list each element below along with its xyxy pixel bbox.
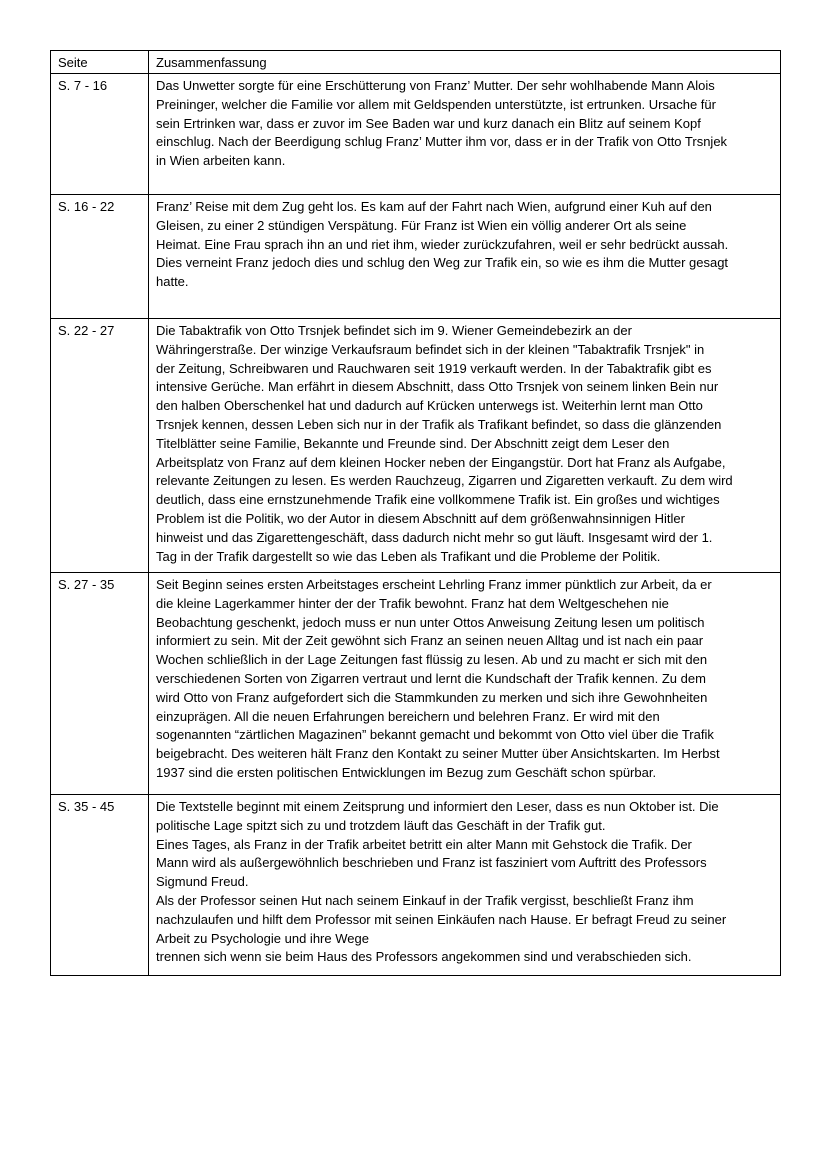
page-range-cell: S. 7 - 16: [51, 74, 149, 195]
summary-line: Währingerstraße. Der winzige Verkaufsraum befindet sich in der kleinen "Tabaktrafik Trsnjek" in: [156, 341, 705, 357]
summary-line: hinweist und das Zigarettengeschäft, dass dadurch nicht mehr so gut läuft. Insgesamt wird der 1.: [156, 529, 713, 545]
summary-line: intensive Gerüche. Man erfährt in diesem Abschnitt, dass Otto Trsnjek von seinem linken Bein nur: [156, 379, 719, 395]
summary-cell: [149, 74, 781, 195]
summary-cell: [149, 573, 781, 795]
summary-line: informiert zu sein. Mit der Zeit gewöhnt sich Franz an seinen neuen Alltag und ist nach ein paar: [156, 633, 704, 649]
summary-cell: [149, 795, 781, 976]
summary-line: 1937 sind die ersten politischen Entwicklungen im Bezug zum Geschäft schon spürbar.: [156, 764, 657, 780]
summary-line: Mann wird als außergewöhnlich beschrieben und Franz ist fasziniert vom Auftritt des Professors: [156, 855, 707, 871]
summary-line: sogenannten “zärtlichen Magazinen” bekannt gemacht und bekommt von Otto viel über die Trafik: [156, 727, 714, 743]
summary-line: Eines Tages, als Franz in der Trafik arbeitet betritt ein alter Mann mit Gehstock die Trafik. Der: [156, 836, 692, 852]
summary-line: Arbeitsplatz von Franz auf dem kleinen Hocker neben der Eingangstür. Dort hat Franz als Aufgabe,: [156, 454, 726, 470]
summary-line: nachzulaufen und hilft dem Professor mit seinen Einkäufen nach Hause. Er befragt Freud zu seiner: [156, 911, 727, 927]
summary-line: verschiedenen Sorten von Zigarren vertraut und lernt die Kundschaft der Trafik kennen. Zu dem: [156, 670, 706, 686]
table-row: [51, 573, 781, 795]
summary-line: Tag in der Trafik dargestellt so wie das Leben als Trafikant und die Probleme der Politik.: [156, 548, 661, 564]
summary-line: Preininger, welcher die Familie vor allem mit Geldspenden unterstützte, ist ertrunken. Ursache für: [156, 96, 716, 112]
summary-line: Wochen schließlich in der Lage Zeitungen fast flüssig zu lesen. Ab und zu macht er sich mit den: [156, 652, 708, 668]
header-seite: Seite: [51, 51, 149, 74]
table-row: [51, 195, 781, 319]
table-header-row: [51, 51, 781, 74]
summary-line: Beobachtung geschenkt, jedoch muss er nun unter Ottos Anweisung Zeitung lesen um politisch: [156, 614, 705, 630]
summary-line: Die Tabaktrafik von Otto Trsnjek befindet sich im 9. Wiener Gemeindebezirk an der: [156, 323, 632, 338]
summary-line: der Zeitung, Schreibwaren und Rauchwaren seit 1919 verkauft werden. In der Tabaktrafik gibt es: [156, 360, 712, 376]
summary-line: sein Ertrinken war, dass er zuvor im See Baden war und kurz danach ein Blitz auf seinem Kopf: [156, 115, 701, 131]
summary-table: [50, 50, 781, 976]
summary-cell: [149, 319, 781, 573]
table-row: [51, 74, 781, 195]
summary-line: Sigmund Freud.: [156, 874, 249, 890]
summary-line: Heimat. Eine Frau sprach ihn an und riet ihm, wieder zurückzufahren, weil er sehr bedrückt aussah.: [156, 236, 729, 252]
page-range-cell: S. 16 - 22: [51, 195, 149, 319]
header-zusammenfassung: Zusammenfassung: [149, 51, 781, 74]
summary-line: wird Otto von Franz aufgefordert sich die Stammkunden zu merken und sich ihre Gewohnheiten: [156, 689, 708, 705]
summary-line: die kleine Lagerkammer hinter der der Trafik bewohnt. Franz hat dem Weltgeschehen nie: [156, 595, 669, 611]
summary-line: Als der Professor seinen Hut nach seinem Einkauf in der Trafik vergisst, beschließt Franz ihm: [156, 892, 694, 908]
page-range-cell: S. 22 - 27: [51, 319, 149, 573]
summary-line: relevante Zeitungen zu lesen. Es werden Rauchzeug, Zigarren und Zigaretten verkauft. Zu dem wird: [156, 473, 733, 489]
summary-line: Die Textstelle beginnt mit einem Zeitsprung und informiert den Leser, dass es nun Oktober ist. Die: [156, 799, 719, 814]
summary-line: den halben Oberschenkel hat und dadurch auf Krücken unterwegs ist. Weiterhin lernt man Otto: [156, 398, 703, 414]
table-row: [51, 795, 781, 976]
summary-line: einzuprägen. All die neuen Erfahrungen bereichern und belehren Franz. Er wird mit den: [156, 708, 660, 724]
summary-line: beigebracht. Des weiteren hält Franz den Kontakt zu seiner Mutter über Ansichtskarten. Im Herbst: [156, 746, 720, 762]
summary-line: deutlich, dass eine ernstzunehmende Trafik eine vollkommene Trafik ist. Ein großes und wichtiges: [156, 492, 720, 508]
summary-line: einschlug. Nach der Beerdigung schlug Franz’ Mutter ihm vor, dass er in der Trafik von Otto Trsnjek: [156, 134, 728, 150]
summary-line: Gleisen, zu einer 2 stündigen Verspätung. Für Franz ist Wien ein völlig anderer Ort als seine: [156, 217, 687, 233]
summary-line: Titelblätter seine Familie, Bekannte und Freunde sind. Der Abschnitt zeigt dem Leser den: [156, 435, 670, 451]
table-row: [51, 319, 781, 573]
summary-line: Franz’ Reise mit dem Zug geht los. Es kam auf der Fahrt nach Wien, aufgrund einer Kuh auf den: [156, 199, 712, 214]
summary-line: Seit Beginn seines ersten Arbeitstages erscheint Lehrling Franz immer pünktlich zur Arbeit, da er: [156, 577, 712, 592]
page-range-cell: S. 35 - 45: [51, 795, 149, 976]
page-range-cell: S. 27 - 35: [51, 573, 149, 795]
summary-line: Problem ist die Politik, wo der Autor in diesem Abschnitt auf dem größenwahnsinnigen Hitler: [156, 510, 685, 526]
summary-line: Dies verneint Franz jedoch dies und schlug den Weg zur Trafik ein, so wie es ihm die Mutter gesagt: [156, 255, 729, 271]
summary-line: in Wien arbeiten kann.: [156, 153, 286, 169]
summary-line: Arbeit zu Psychologie und ihre Wege: [156, 930, 369, 946]
summary-line: politische Lage spitzt sich zu und trotzdem läuft das Geschäft in der Trafik gut.: [156, 817, 606, 833]
summary-line: trennen sich wenn sie beim Haus des Professors angekommen sind und verabschieden sich.: [156, 949, 692, 965]
summary-line: Das Unwetter sorgte für eine Erschütterung von Franz’ Mutter. Der sehr wohlhabende Mann Alois: [156, 78, 715, 93]
summary-cell: [149, 195, 781, 319]
summary-line: hatte.: [156, 274, 189, 290]
summary-line: Trsnjek kennen, dessen Leben sich nur in der Trafik als Trafikant befindet, so dass die glänzenden: [156, 416, 722, 432]
